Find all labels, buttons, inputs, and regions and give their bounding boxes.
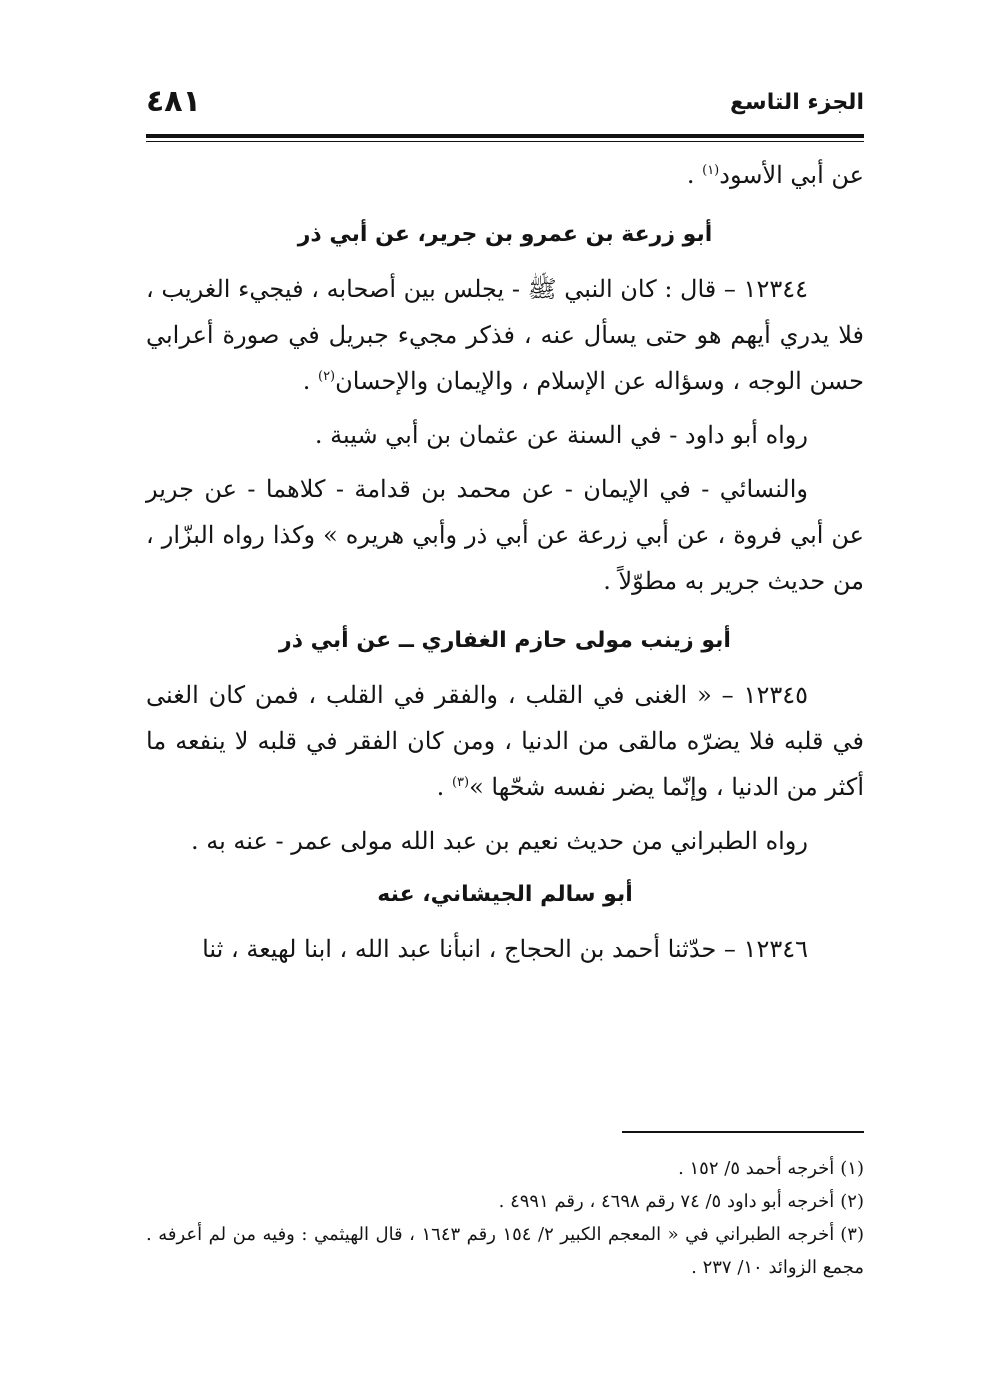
header-rule-thin (146, 141, 864, 142)
narration-nasai: والنسائي - في الإيمان - عن محمد بن قدامة - كلاهما - عن جرير عن أبي فروة ، عن أبي زرعة عن أبي ذر وأبي هريره » وكذا رواه البزّار ، من حديث جرير به مطوّلاً . (146, 475, 864, 595)
footnote-ref-1: (١) (702, 163, 720, 178)
narration-abu-dawud: رواه أبو داود - في السنة عن عثمان بن أبي شيبة . (314, 421, 808, 449)
narration-tabarani: رواه الطبراني من حديث نعيم بن عبد الله مولى عمر - عنه به . (190, 827, 808, 855)
page-number: ٤٨١ (146, 84, 201, 119)
hadith-12345: ١٢٣٤٥ – « الغنى في القلب ، والفقر في القلب ، فمن كان الغنى في قلبه فلا يضرّه مالقى من الدنيا ، ومن كان الفقر في قلبه لا ينفعه ما أكثر من الدنيا ، وإنّما يضر نفسه شحّها »$^{(٣)}$ . (146, 681, 864, 801)
footnote-3: (٣)أخرجه الطبراني في « المعجم الكبير ٢/ ١٥٤ رقم ١٦٤٣ ، قال الهيثمي : وفيه من لم أعرفه . مجمع الزوائد ١٠/ ٢٣٧ . (146, 1224, 864, 1278)
footnote-ref-3: (٣) (451, 775, 470, 790)
hadith-12346: ١٢٣٤٦ – حدّثنا أحمد بن الحجاج ، انبأنا عبد الله ، ابنا لهيعة ، ثنا (202, 935, 808, 963)
footnote-ref-2: (٢) (317, 369, 336, 384)
continuation-line: عن أبي الأسود$^{(١)}$ . (686, 161, 864, 189)
section-heading-abu-salim: أبو سالم الجيشاني، عنه (377, 882, 633, 907)
section-heading-abu-zaynab: أبو زينب مولى حازم الغفاري ــ عن أبي ذر (279, 628, 731, 653)
hadith-12344: ١٢٣٤٤ – قال : كان النبي ﷺ - يجلس بين أصحابه ، فيجيء الغريب ، فلا يدري أيهم هو حتى يسأل عنه ، فذكر مجيء جبريل في صورة أعرابي حسن الوجه ، وسؤاله عن الإسلام ، والإيمان والإحسان$^{(٢)}$ . (146, 275, 864, 395)
section-heading-abu-zurah: أبو زرعة بن عمرو بن جرير، عن أبي ذر (297, 222, 713, 247)
footnote-1: (١)أخرجه أحمد ٥/ ١٥٢ . (678, 1158, 864, 1179)
footnotes (146, 1152, 864, 1284)
page-header (146, 84, 864, 124)
header-rule (146, 134, 864, 138)
main-text (146, 152, 864, 972)
footnote-divider (622, 1131, 864, 1133)
running-title: الجزء التاسع (730, 90, 864, 115)
footnote-2: (٢)أخرجه أبو داود ٥/ ٧٤ رقم ٤٦٩٨ ، رقم ٤٩٩١ . (498, 1191, 864, 1212)
